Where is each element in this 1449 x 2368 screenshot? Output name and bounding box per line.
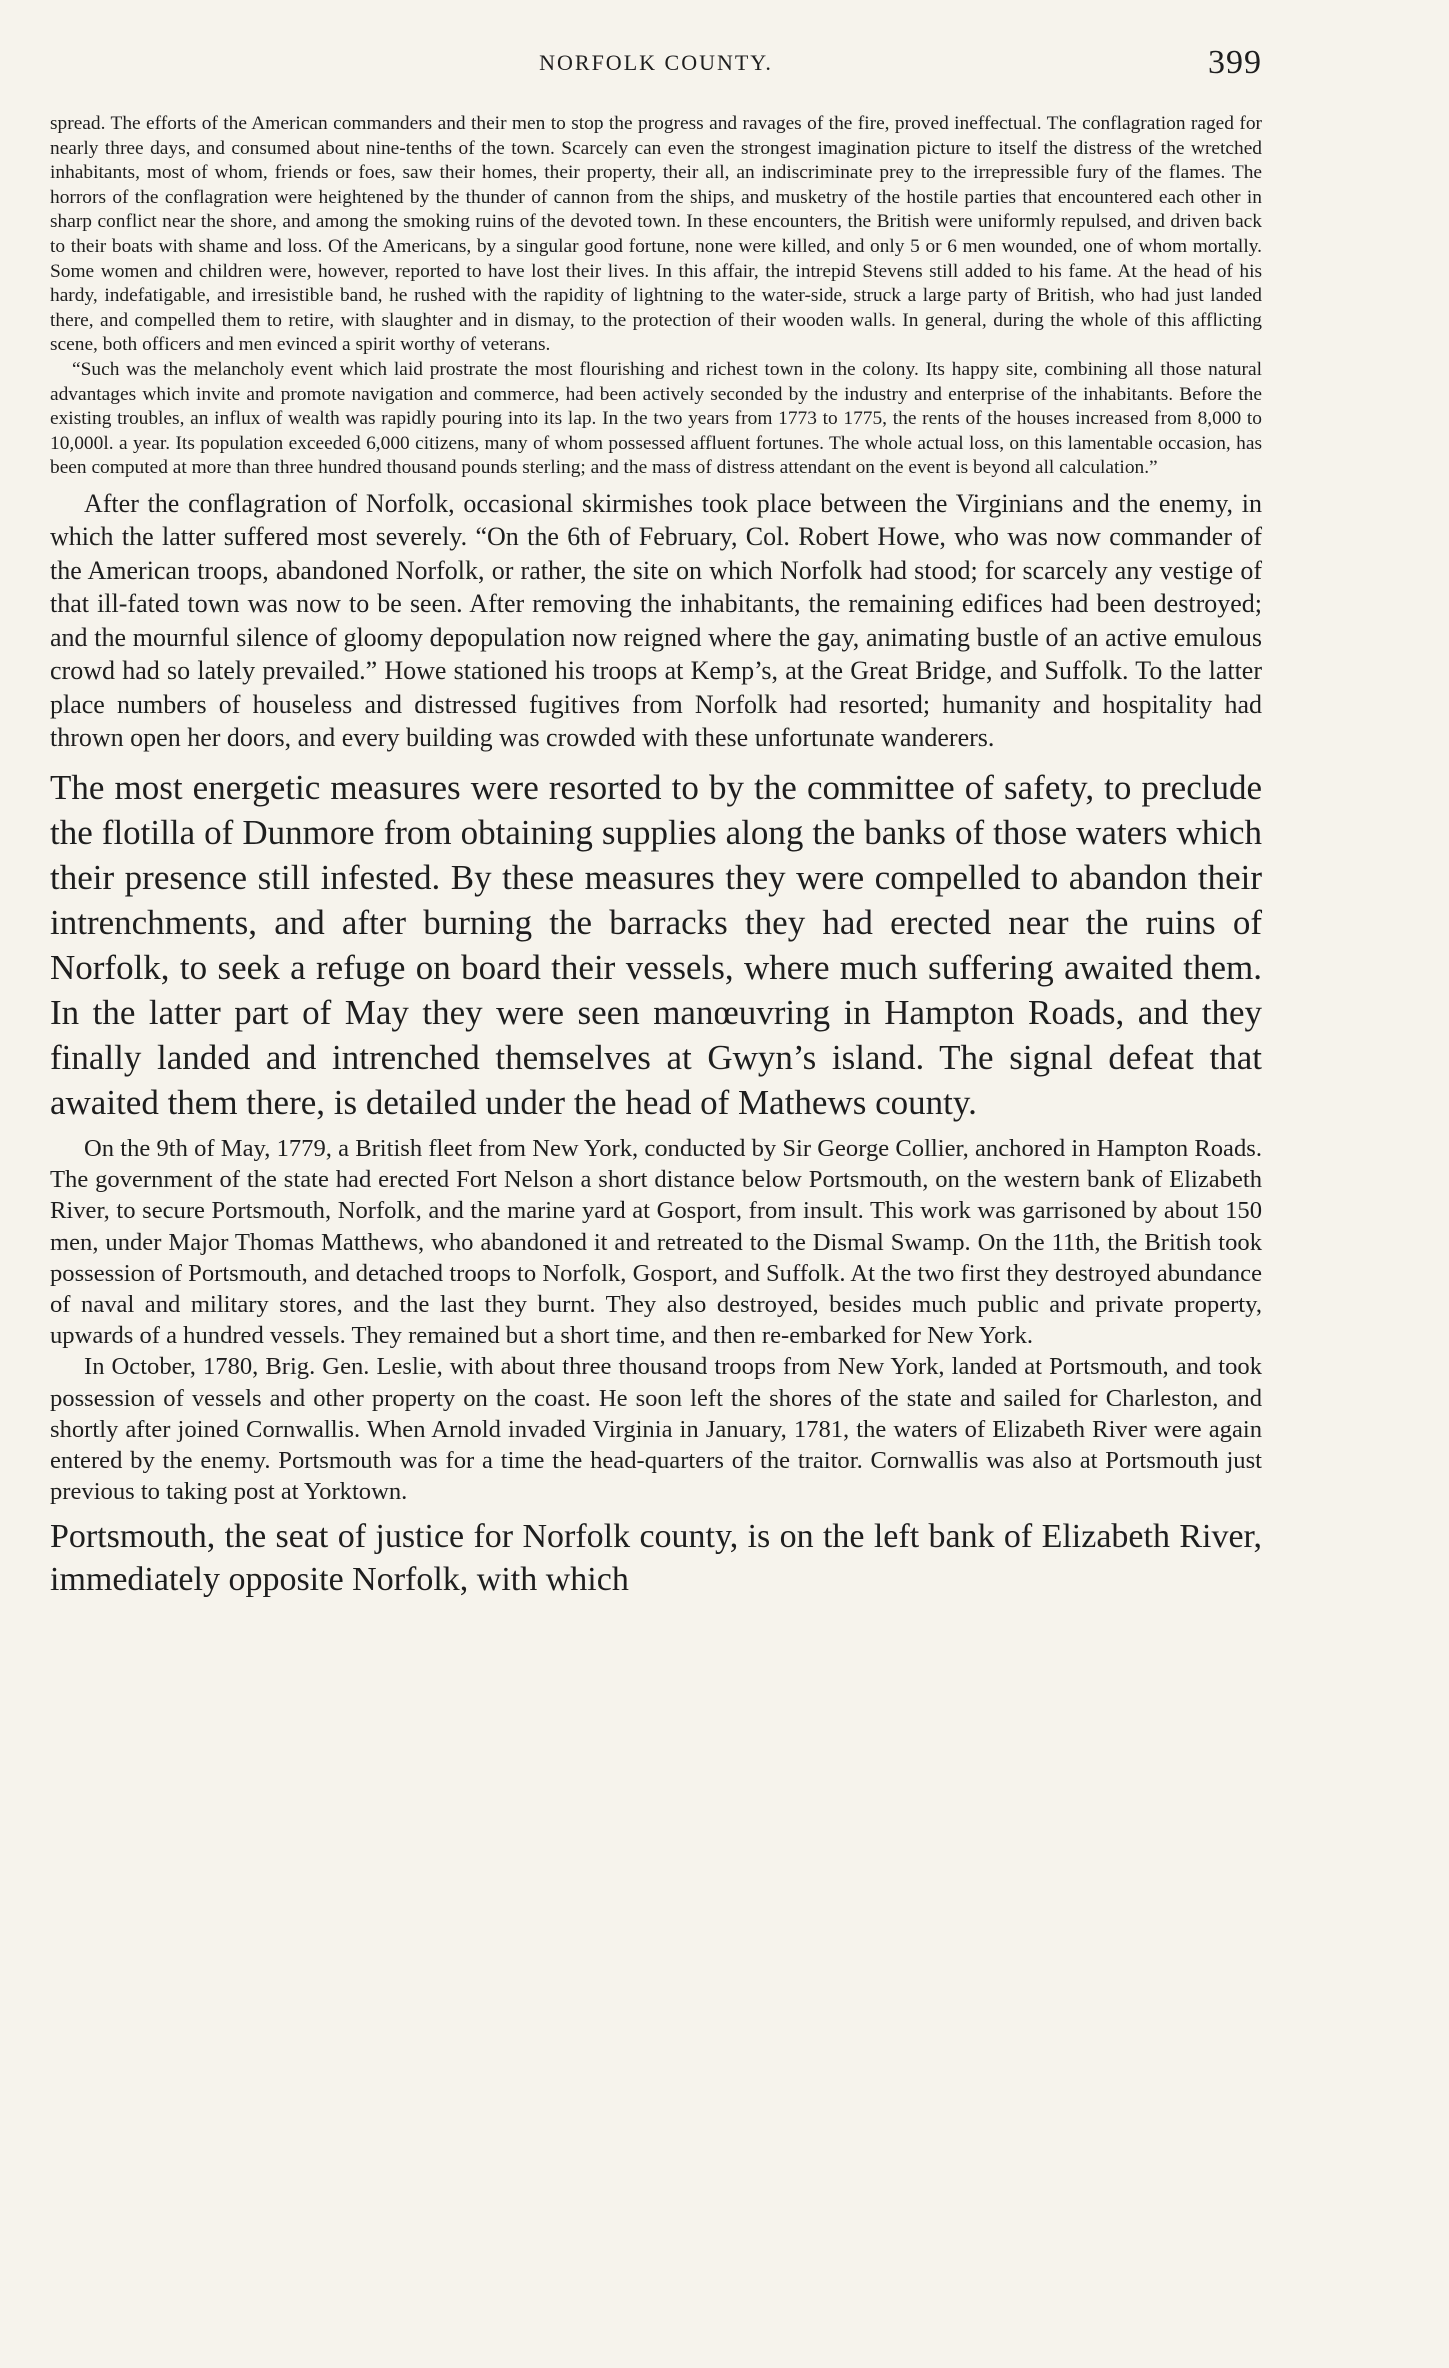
page-number: 399 [1208, 44, 1262, 81]
paragraph-fire-spread: spread. The efforts of the American commanders and their men to stop the progress and ravages of the fire, proved ineffectual. The conflagration raged for nearly three days, and consumed about nine-tenths of the town. Scarcely can even the strongest imagination picture to itself the distress of the wretched inhabitants, most of whom, friends or foes, saw their homes, their property, their all, an indiscriminate prey to the irrepressible fury of the flames. The horrors of the conflagration were heightened by the thunder of cannon from the ships, and musketry of the hostile parties that encountered each other in sharp conflict near the shore, and among the smoking ruins of the devoted town. In these encounters, the British were uniformly repulsed, and driven back to their boats with shame and loss. Of the Americans, by a singular good fortune, none were killed, and only 5 or 6 men wounded, one of whom mortally. Some women and children were, however, reported to have lost their lives. In this affair, the intrepid Stevens still added to his fame. At the head of his hardy, indefatigable, and irresistible band, he rushed with the rapidity of lightning to the water-side, struck a large party of British, who had just landed there, and compelled them to retire, with slaughter and in dismay, to the protection of their wooden walls. In general, during the whole of this afflicting scene, both officers and men evinced a spirit worthy of veterans. [50, 113, 1262, 356]
paragraph-leslie-1780: In October, 1780, Brig. Gen. Leslie, with about three thousand troops from New York, landed at Portsmouth, and took possession of vessels and other property on the coast. He soon left the shores of the state and sailed for Charleston, and shortly after joined Cornwallis. When Arnold invaded Virginia in January, 1781, the waters of Elizabeth River were again entered by the enemy. Portsmouth was for a time the head-quarters of the traitor. Cornwallis was also at Portsmouth just previous to taking post at Yorktown. [50, 1353, 1262, 1506]
paragraph-after-conflagration: After the conflagration of Norfolk, occasional skirmishes took place between the Virginians and the enemy, in which the latter suffered most severely. “On the 6th of February, Col. Robert Howe, who was now commander of the American troops, abandoned Norfolk, or rather, the site on which Norfolk had stood; for scarcely any vestige of that ill-fated town was now to be seen. After removing the inhabitants, the remaining edifices had been destroyed; and the mournful silence of gloomy depopulation now reigned where the gay, animating bustle of an active emulous crowd had so lately prevailed.” Howe stationed his troops at Kemp’s, at the Great Bridge, and Suffolk. To the latter place numbers of houseless and distressed fugitives from Norfolk had resorted; humanity and hospitality had thrown open her doors, and every building was crowded with these unfortunate wanderers. [50, 488, 1262, 753]
paragraph-quotation: “Such was the melancholy event which laid prostrate the most flourishing and richest town in the colony. Its happy site, combining all those natural advantages which invite and promote navigation and commerce, had been actively seconded by the industry and enterprise of the inhabitants. Before the existing troubles, an influx of wealth was rapidly pouring into its lap. In the two years from 1773 to 1775, the rents of the houses increased from 8,000 to 10,000l. a year. Its population exceeded 6,000 citizens, many of whom possessed affluent fortunes. The whole actual loss, on this lamentable occasion, has been computed at more than three hundred thousand pounds sterling; and the mass of distress attendant on the event is beyond all calculation.” [50, 358, 1262, 479]
page-header [50, 44, 1262, 90]
running-head: NORFOLK COUNTY. [539, 50, 773, 75]
paragraph-british-fleet-1779: On the 9th of May, 1779, a British fleet from New York, conducted by Sir George Collier, anchored in Hampton Roads. The government of the state had erected Fort Nelson a short distance below Portsmouth, on the western bank of Elizabeth River, to secure Portsmouth, Norfolk, and the marine yard at Gosport, from insult. This work was garrisoned by about 150 men, under Major Thomas Matthews, who abandoned it and retreated to the Dismal Swamp. On the 11th, the British took possession of Portsmouth, and detached troops to Norfolk, Gosport, and Suffolk. At the two first they destroyed abundance of naval and military stores, and the last they burnt. They also destroyed, besides much public and private property, upwards of a hundred vessels. They remained but a short time, and then re-embarked for New York. [50, 1134, 1262, 1350]
paragraph-committee-of-safety: The most energetic measures were resorted to by the committee of safety, to preclude the flotilla of Dunmore from obtaining supplies along the banks of those waters which their presence still infested. By these measures they were compelled to abandon their intrenchments, and after burning the barracks they had erected near the ruins of Norfolk, to seek a refuge on board their vessels, where much suffering awaited them. In the latter part of May they were seen manœuvring in Hampton Roads, and they finally landed and intrenched themselves at Gwyn’s island. The signal defeat that awaited them there, is detailed under the head of Mathews county. [50, 767, 1262, 1122]
book-page [50, 44, 1262, 1601]
paragraph-portsmouth: Portsmouth, the seat of justice for Norfolk county, is on the left bank of Elizabeth River, immediately opposite Norfolk, with which [50, 1518, 1262, 1599]
